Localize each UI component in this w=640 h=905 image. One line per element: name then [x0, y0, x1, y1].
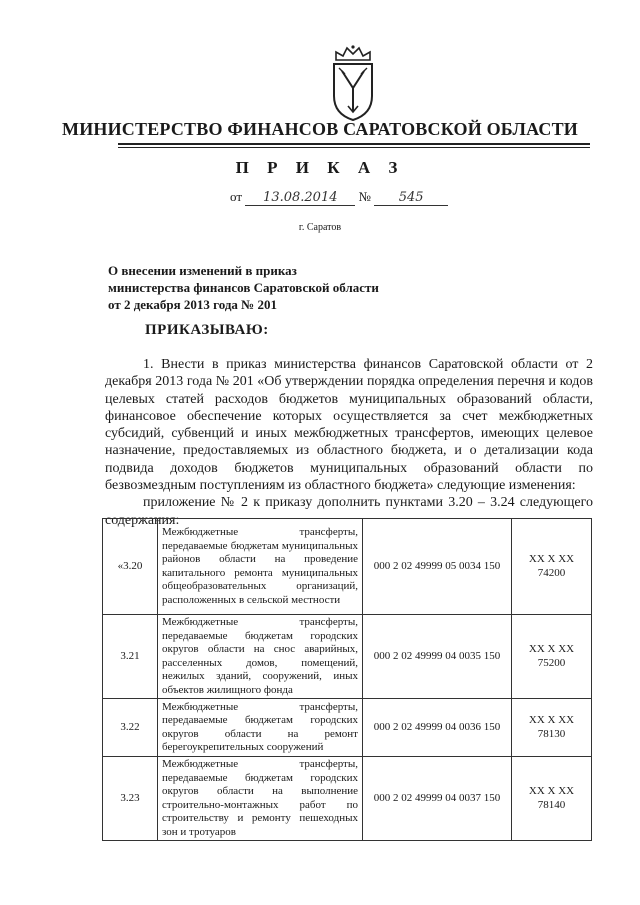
row-number: 3.23: [103, 757, 158, 841]
number-field: 545: [374, 190, 448, 206]
order-subject: [108, 262, 428, 313]
table-row: [103, 519, 592, 615]
row-number: 3.21: [103, 615, 158, 699]
target-code: XX X XX 75200: [512, 615, 592, 699]
revenue-code: 000 2 02 49999 04 0036 150: [363, 699, 512, 757]
order-body: [105, 356, 593, 529]
subject-line: О внесении изменений в приказ: [108, 263, 297, 278]
subject-line: от 2 декабря 2013 года № 201: [108, 297, 277, 312]
city: г. Саратов: [298, 222, 342, 233]
row-description: Межбюджетные трансферты, передаваемые бюджетам городских округов области на выполнение строительно-монтажных работ по строительству и ремонту пешеходных зон и тротуаров: [158, 757, 363, 841]
table-row: [103, 699, 592, 757]
revenue-code: 000 2 02 49999 04 0035 150: [363, 615, 512, 699]
body-paragraph: 1. Внести в приказ министерства финансов Саратовской области от 2 декабря 2013 года № 201 «Об утверждении порядка определения перечня и кодов целевых статей расходов бюджетов муниципальных образований области, финансовое обеспечение которых осуществляется за счет межбюджетных субсидий, субвенций и иных межбюджетных трансфертов, имеющих целевое назначение, предоставляемых из областного бюджета, и о детализации кода подвида доходов бюджетов муниципальных образований области по безвозмездным поступлениям из областного бюджета» следующие изменения:: [105, 357, 593, 494]
row-number: 3.22: [103, 699, 158, 757]
order-title: П Р И К А З: [235, 158, 405, 177]
header-rule-thick: [118, 143, 590, 145]
ministry-name: МИНИСТЕРСТВО ФИНАНСОВ САРАТОВСКОЙ ОБЛАСТИ: [62, 119, 578, 139]
date-field: 13.08.2014: [245, 190, 355, 206]
header-rule-thin: [118, 147, 590, 148]
table-row: [103, 615, 592, 699]
revenue-code: 000 2 02 49999 05 0034 150: [363, 519, 512, 615]
target-code: XX X XX 78130: [512, 699, 592, 757]
body-paragraph: приложение № 2 к приказу дополнить пунктами 3.20 – 3.24 следующего содержания:: [105, 495, 593, 528]
target-code: XX X XX 78140: [512, 757, 592, 841]
date-prefix: от: [230, 189, 243, 204]
order-verb: ПРИКАЗЫВАЮ:: [145, 322, 269, 338]
revenue-code: 000 2 02 49999 04 0037 150: [363, 757, 512, 841]
order-date-number: [230, 189, 448, 206]
subject-line: министерства финансов Саратовской области: [108, 280, 379, 295]
number-prefix: №: [358, 189, 371, 204]
row-description: Межбюджетные трансферты, передаваемые бюджетам муниципальных районов области на проведение капитального ремонта муниципальных общеобразовательных организаций, расположенных в сельской местности: [158, 519, 363, 615]
amendment-table: [102, 518, 592, 841]
table-row: [103, 757, 592, 841]
row-description: Межбюджетные трансферты, передаваемые бюджетам городских округов области на ремонт берегоукрепительных сооружений: [158, 699, 363, 757]
target-code: XX X XX 74200: [512, 519, 592, 615]
saratov-coat-of-arms-icon: [328, 44, 378, 122]
row-number: «3.20: [103, 519, 158, 615]
row-description: Межбюджетные трансферты, передаваемые бюджетам городских округов области на снос аварийных, расселенных домов, помещений, нежилых зданий, сооружений, иных объектов жилищного фонда: [158, 615, 363, 699]
